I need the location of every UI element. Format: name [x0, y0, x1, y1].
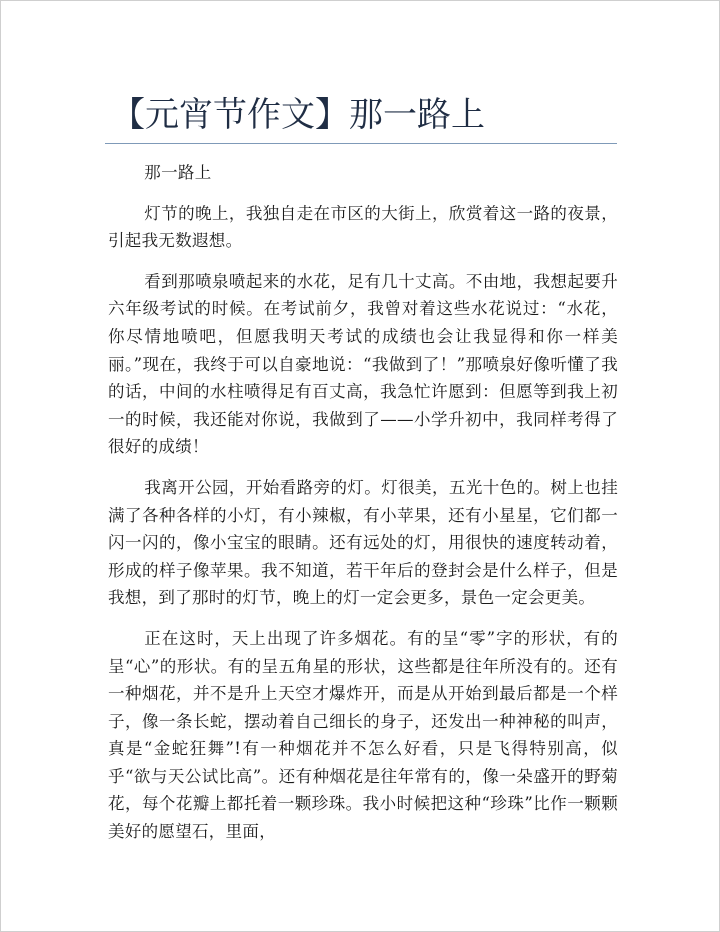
- paragraph-4: 正在这时，天上出现了许多烟花。有的呈“零”字的形状，有的呈“心”的形状。有的呈五角星的形状，这些都是往年所没有的。还有一种烟花，并不是升上天空才爆炸开，而是从开始到最后都是一个样子，像一条长蛇，摆动着自己细长的身子，还发出一种神秘的叫声，真是“金蛇狂舞”!有一种烟花并不怎么好看，只是飞得特别高，似乎“欲与天公试比高”。还有种烟花是往年常有的，像一朵盛开的野菊花，每个花瓣上都托着一颗珍珠。我小时候把这种“珍珠”比作一颗颗美好的愿望石，里面，: [108, 628, 618, 842]
- paragraph-3: 我离开公园，开始看路旁的灯。灯很美，五光十色的。树上也挂满了各种各样的小灯，有小辣椒，有小苹果，还有小星星，它们都一闪一闪的，像小宝宝的眼睛。还有远处的灯，用很快的速度转动着，形成的样子像苹果。我不知道，若干年后的登封会是什么样子，但是我想，到了那时的灯节，晚上的灯一定会更多，景色一定会更美。: [108, 477, 618, 608]
- document-body: [108, 159, 618, 859]
- document-title: 【元宵节作文】那一路上: [111, 95, 485, 135]
- paragraph-1: 灯节的晚上，我独自走在市区的大街上，欣赏着这一路的夜景，引起我无数遐想。: [108, 203, 618, 251]
- title-divider: [105, 143, 617, 144]
- section-heading: 那一路上: [144, 163, 212, 182]
- paragraph-2: 看到那喷泉喷起来的水花，足有几十丈高。不由地，我想起要升六年级考试的时候。在考试前夕，我曾对着这些水花说过：“水花，你尽情地喷吧，但愿我明天考试的成绩也会让我显得和你一样美丽。”现在，我终于可以自豪地说：“我做到了！”那喷泉好像听懂了我的话，中间的水柱喷得足有百丈高，我急忙许愿到：但愿等到我上初一的时候，我还能对你说，我做到了——小学升初中，我同样考得了很好的成绩！: [108, 271, 618, 457]
